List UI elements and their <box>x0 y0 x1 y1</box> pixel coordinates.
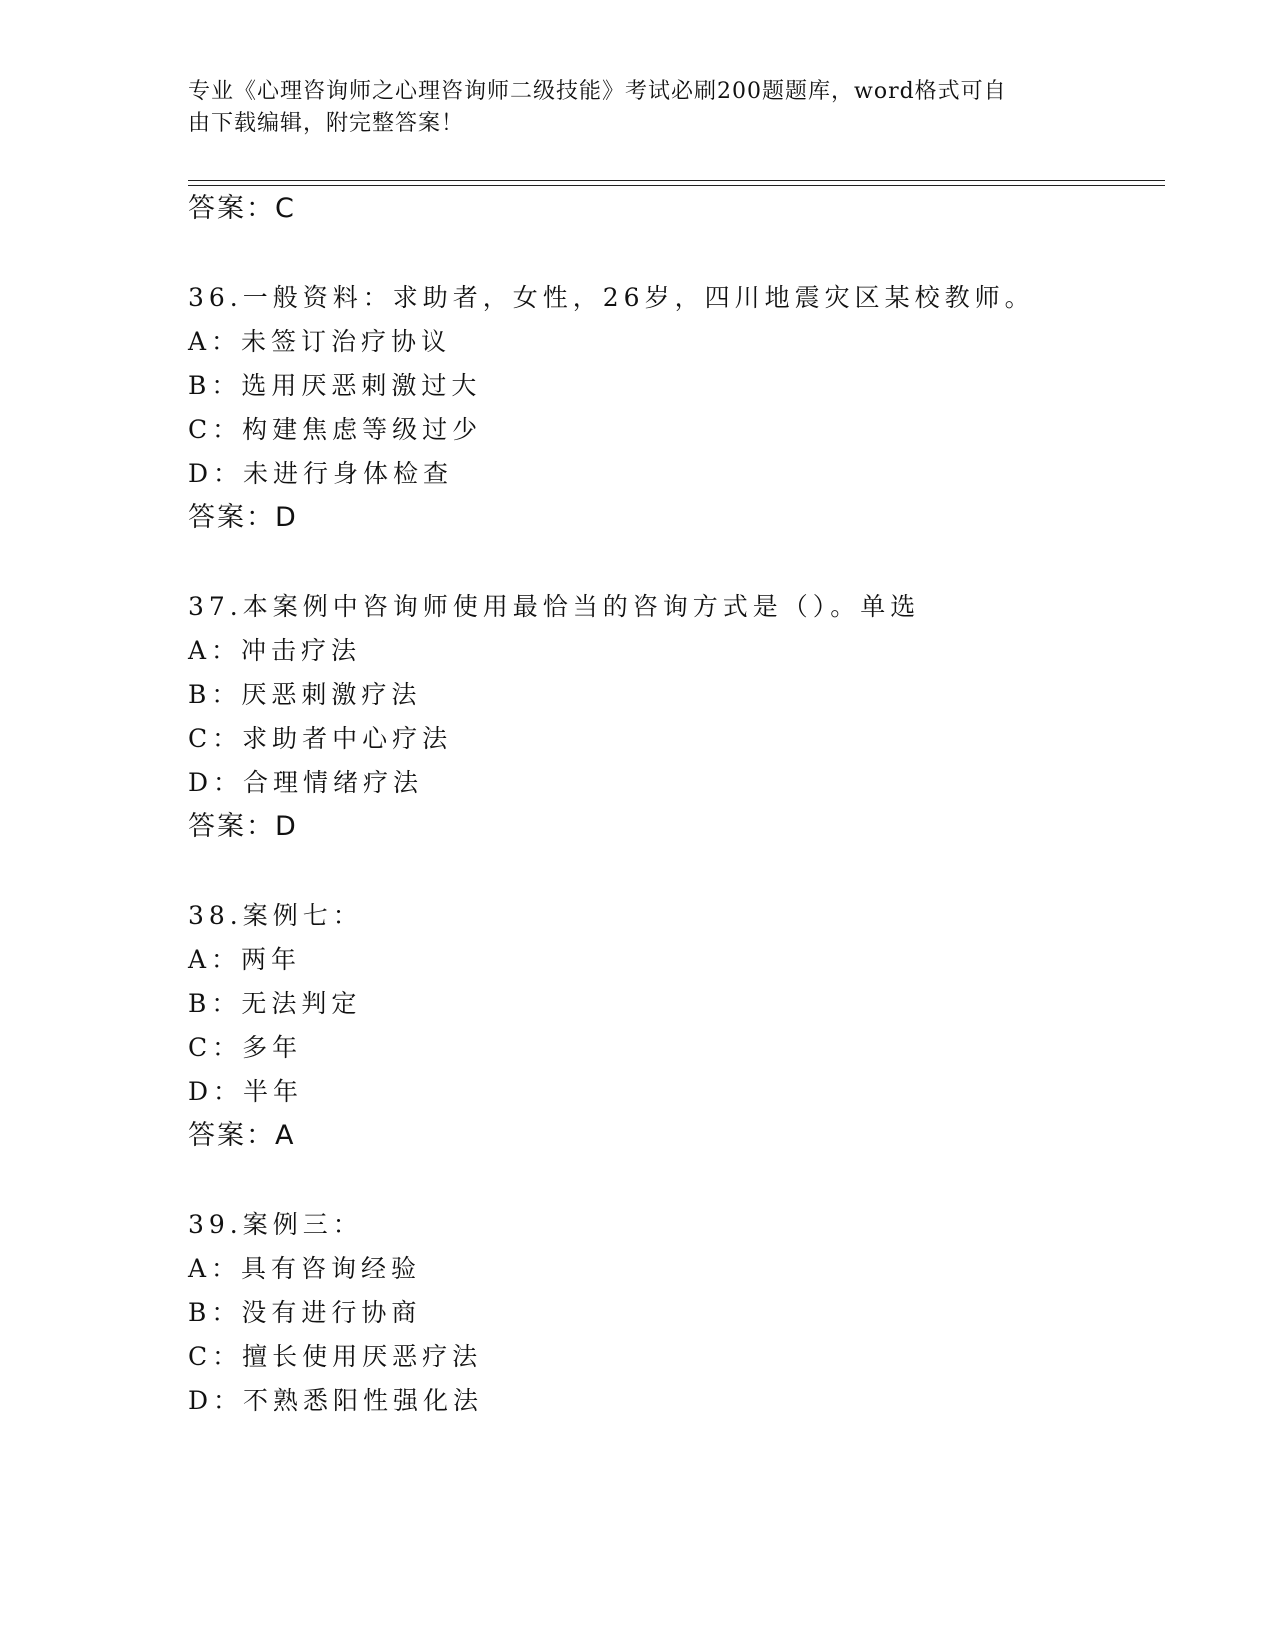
answer-label: 答案：D <box>188 811 298 842</box>
header-note-line-2: 由下载编辑，附完整答案！ <box>188 111 465 136</box>
question-37: 37.本案例中咨询师使用最恰当的咨询方式是（）。单选 <box>188 592 921 621</box>
option-c: C：构建焦虑等级过少 <box>188 415 483 444</box>
option-a: A：两年 <box>188 945 302 974</box>
answer-label: 答案：D <box>188 502 298 533</box>
option-a: A：冲击疗法 <box>188 636 362 665</box>
option-c: C：擅长使用厌恶疗法 <box>188 1342 483 1371</box>
option-b: B：没有进行协商 <box>188 1298 422 1327</box>
option-a: A：具有咨询经验 <box>188 1254 422 1283</box>
answer-label: 答案：A <box>188 1120 296 1151</box>
header-note <box>188 76 1068 140</box>
option-c: C：求助者中心疗法 <box>188 724 453 753</box>
answer-label: 答案：C <box>188 193 296 224</box>
option-b: B：选用厌恶刺激过大 <box>188 371 482 400</box>
header-note-line-1: 专业《心理咨询师之心理咨询师二级技能》考试必刷200题题库，word格式可自 <box>188 79 1007 104</box>
option-c: C：多年 <box>188 1033 303 1062</box>
header-rule-top <box>188 180 1165 181</box>
option-d: D：未进行身体检查 <box>188 459 454 488</box>
option-d: D：合理情绪疗法 <box>188 768 424 797</box>
question-39: 39.案例三： <box>188 1210 363 1239</box>
option-a: A：未签订治疗协议 <box>188 327 452 356</box>
option-d: D：半年 <box>188 1077 304 1106</box>
option-b: B：无法判定 <box>188 989 362 1018</box>
option-b: B：厌恶刺激疗法 <box>188 680 422 709</box>
question-36: 36.一般资料：求助者，女性，26岁，四川地震灾区某校教师。 <box>188 283 1035 312</box>
question-38: 38.案例七： <box>188 901 363 930</box>
option-d: D：不熟悉阳性强化法 <box>188 1386 484 1415</box>
header-rule-bottom <box>188 185 1165 186</box>
